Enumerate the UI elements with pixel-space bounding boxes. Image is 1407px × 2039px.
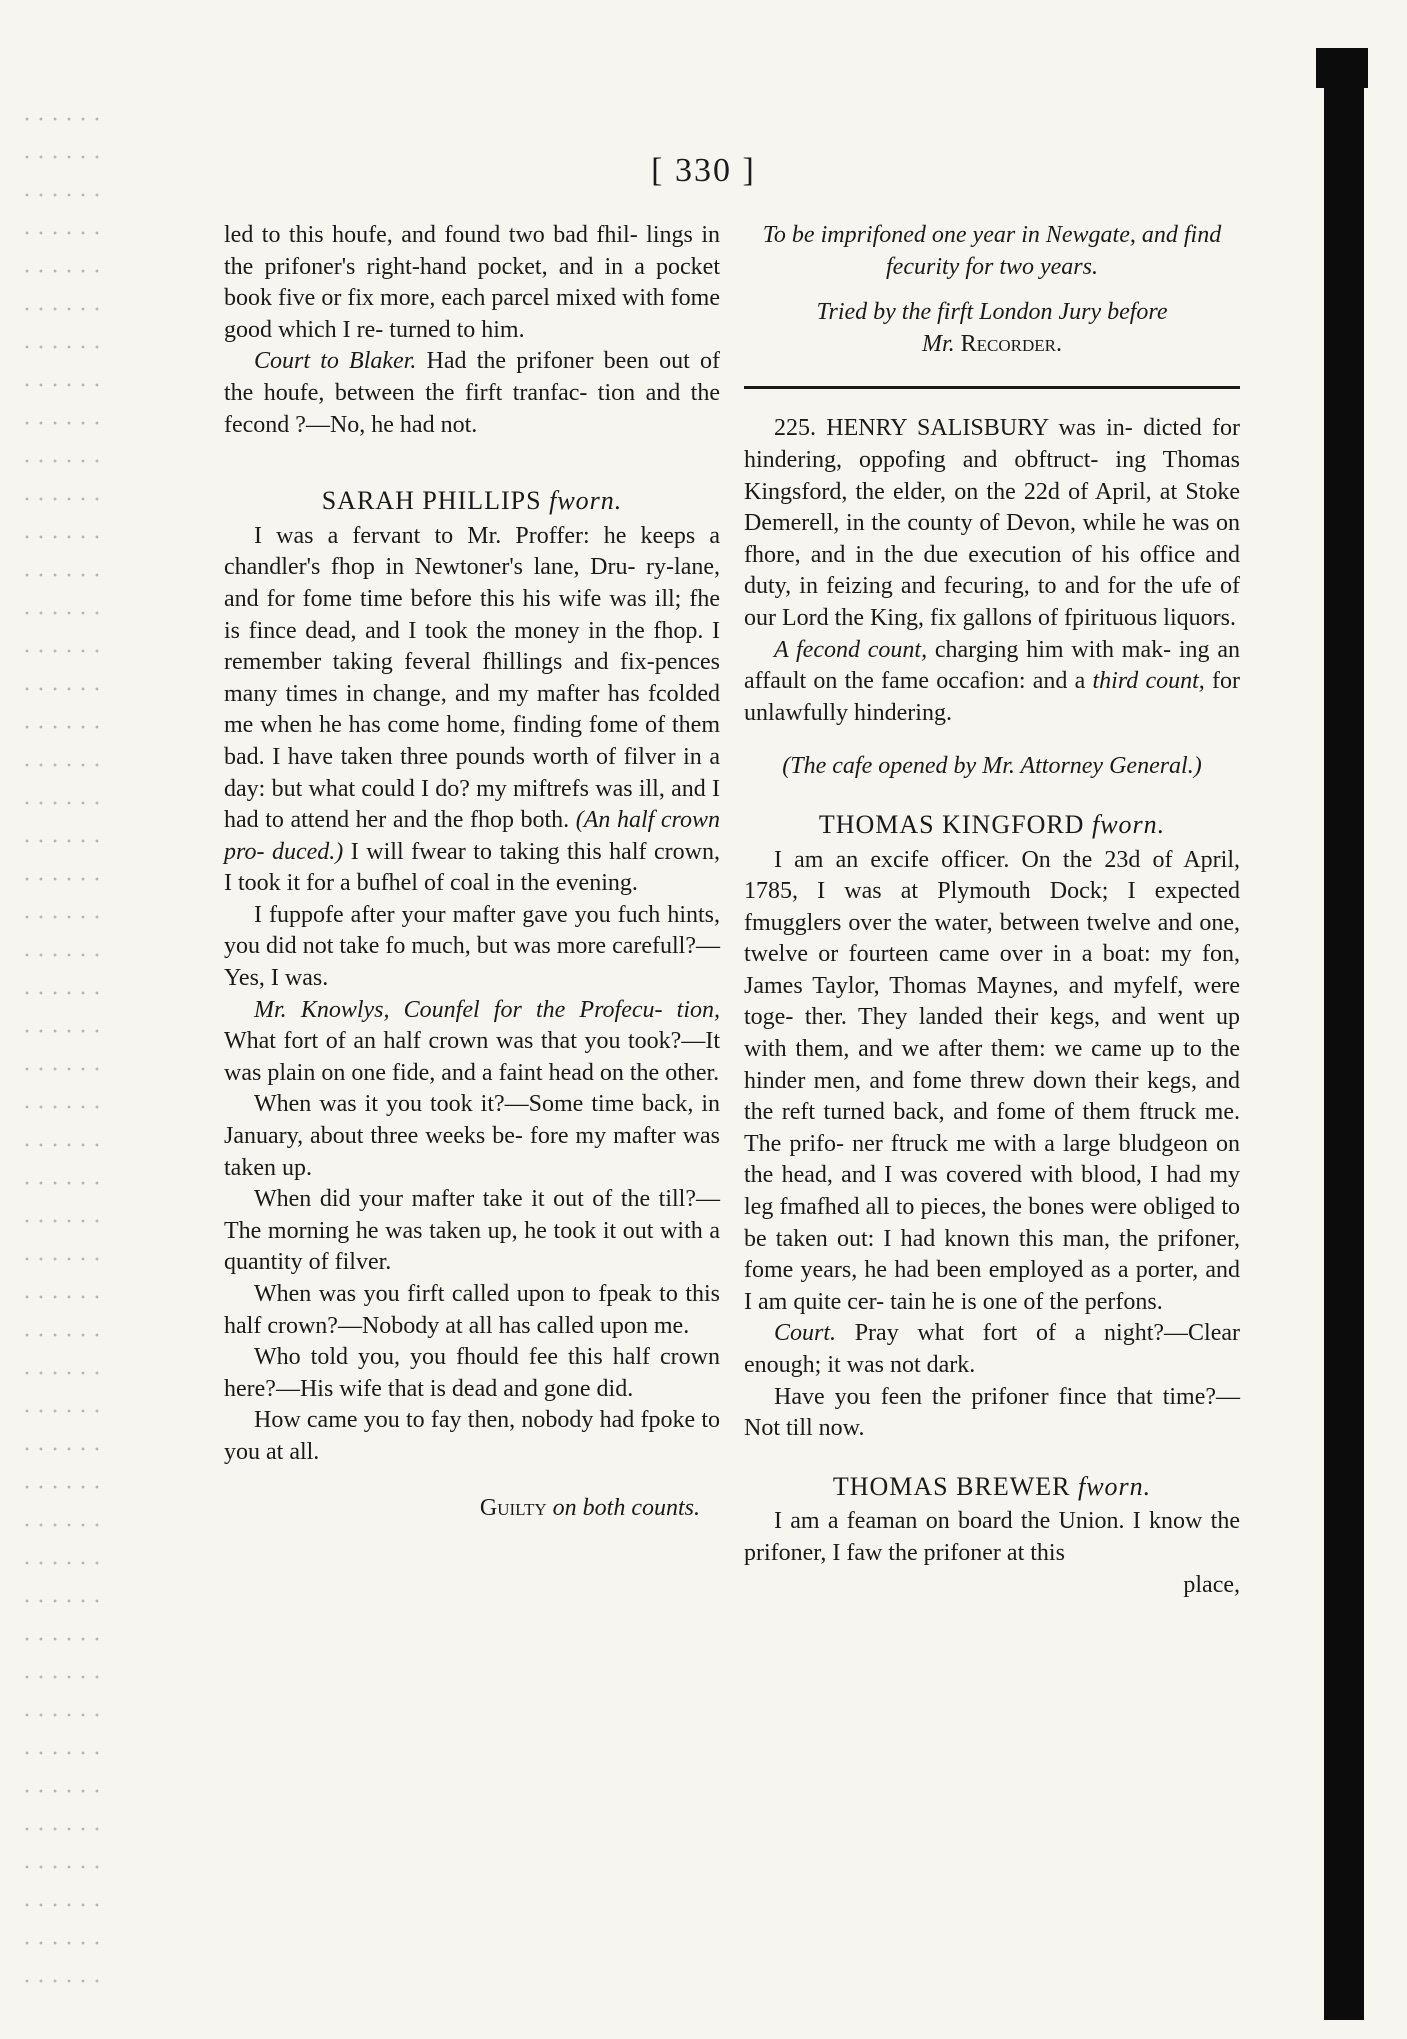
speaker: Mr. Knowlys, Counfel for the Profecu- tion, (254, 996, 720, 1023)
paragraph-text: for unlawfully hindering. (744, 668, 1240, 726)
witness-name: THOMAS KINGFORD (818, 809, 1085, 839)
section-rule (744, 386, 1240, 389)
left-column (224, 220, 720, 1524)
count-label: A fecond count, (774, 636, 928, 663)
catchword: place, (1183, 1571, 1240, 1598)
paragraph: Who told you, you fhould fee this half crown here?—His wife that is dead and gone did. (224, 1344, 720, 1402)
paragraph: How came you to fay then, nobody had fpoke to you at all. (224, 1407, 720, 1465)
page-number: [ 330 ] (651, 152, 756, 189)
paragraph-text: I was a fervant to Mr. Proffer: he keeps a chandler's fhop in Newtoner's lane, Dru- ry-lane, and for fome time before this his wife was ill; fhe is fince dead, and I took the money in the fhop. I remember taking feveral fhillings and fix-pences many times in change, and my mafter has fcolded me when he has come home, finding fome of them bad. I have taken three pounds worth of filver in a day: but what could I do? my miftrefs was ill, and I had to attend her and the fhop both. (224, 522, 720, 834)
sworn-label: fworn. (1077, 1471, 1152, 1501)
case-paragraph: 225. HENRY SALISBURY was in- dicted for hindering, oppofing and obftruct- ing Thomas Kingsford, the elder, on the 22d of April, at Stoke Demerell, in the county of Devon, while he was on fhore, and in the due execution of his office and duty, in feizing and fecuring, to and for the ufe of our Lord the King, fix gallons of fpirituous liquors. (744, 415, 1240, 631)
paragraph (744, 1318, 1240, 1381)
paragraph: led to this houfe, and found two bad fhil- lings in the prifoner's right-hand pocket, and in a pocket book five or fix more, each parcel mixed with fome good which I re- turned to him. (224, 222, 720, 343)
gutter-binding-marks (20, 100, 100, 2000)
paragraph (744, 635, 1240, 730)
case-opened-note: (The cafe opened by Mr. Attorney General.) (782, 753, 1202, 780)
book-spine-top (1316, 48, 1368, 88)
tried-text: Tried by the firft London Jury before (816, 299, 1168, 326)
count-label: third count, (1092, 668, 1205, 695)
sworn-label: fworn. (549, 486, 623, 516)
verdict (224, 1493, 720, 1525)
book-spine-shadow (1324, 48, 1364, 2020)
paragraph (224, 521, 720, 900)
witness-name: SARAH PHILLIPS (321, 486, 542, 516)
paragraph: I fuppofe after your mafter gave you fuch hints, you did not take fo much, but was more carefull?—Yes, I was. (224, 901, 720, 992)
paragraph-text: What fort of an half crown was that you took?—It was plain on one fide, and a faint head on the other. (224, 1028, 720, 1086)
paragraph-text: Pray what fort of a night?—Clear enough; it was not dark. (744, 1320, 1240, 1378)
tried-recorder: Recorder. (960, 330, 1063, 357)
tried-line (744, 297, 1240, 360)
paragraph: When did your mafter take it out of the till?—The morning he was taken up, he took it out with a quantity of filver. (224, 1186, 720, 1276)
witness-name: THOMAS BREWER (832, 1471, 1071, 1501)
witness-heading (224, 485, 720, 517)
paragraph: I am an excife officer. On the 23d of April, 1785, I was at Plymouth Dock; I expected fmugglers over the water, between twelve and one, twelve or fourteen came over in a boat: my fon, James Taylor, Thomas Maynes, and myfelf, were toge- ther. They landed their kegs, and went up with them, and we after them: we came up to the hinder men, and fome threw down their kegs, and the reft turned back, and fome of them ftruck me. The prifo- ner ftruck me with a large bludgeon on the head, and I was covered with blood, I had my leg fmafhed all to pieces, the bones were obliged to be taken out: I had known this man, the prifoner, fome years, he had been employed as a porter, and I am quite cer- tain he is one of the perfons. (744, 846, 1240, 1315)
paragraph-text: charging him with mak- ing an affault on the fame occafion: and a (744, 636, 1240, 695)
speaker: Court. (774, 1320, 837, 1347)
verdict-word: Guilty (479, 1494, 547, 1521)
speaker: Court to Blaker. (254, 348, 417, 375)
stage-note: (An half crown pro- duced.) (224, 807, 720, 865)
paragraph: When was it you took it?—Some time back, in January, about three weeks be- fore my mafter was taken up. (224, 1091, 720, 1181)
paragraph (224, 346, 720, 441)
paragraph: Have you feen the prifoner fince that time?—Not till now. (744, 1383, 1240, 1442)
paragraph: I am a feaman on board the Union. I know the prifoner, I faw the prifoner at this (744, 1508, 1240, 1566)
witness-heading (744, 809, 1240, 841)
paragraph-text: Had the prifoner been out of the houfe, between the firft tranfac- tion and the fecond ?—No, he had not. (224, 348, 720, 438)
tried-mr: Mr. (921, 330, 955, 357)
sworn-label: fworn. (1091, 809, 1166, 839)
sentence: To be imprifoned one year in Newgate, and find fecurity for two years. (762, 222, 1222, 280)
right-column (744, 220, 1240, 1601)
paragraph (224, 995, 720, 1090)
paragraph-text: I will fwear to taking this half crown, I took it for a bufhel of coal in the evening. (224, 838, 720, 897)
verdict-rest: on both counts. (546, 1494, 700, 1521)
witness-heading (744, 1471, 1240, 1503)
paragraph: When was you firft called upon to fpeak to this half crown?—Nobody at all has called upon me. (224, 1281, 720, 1339)
